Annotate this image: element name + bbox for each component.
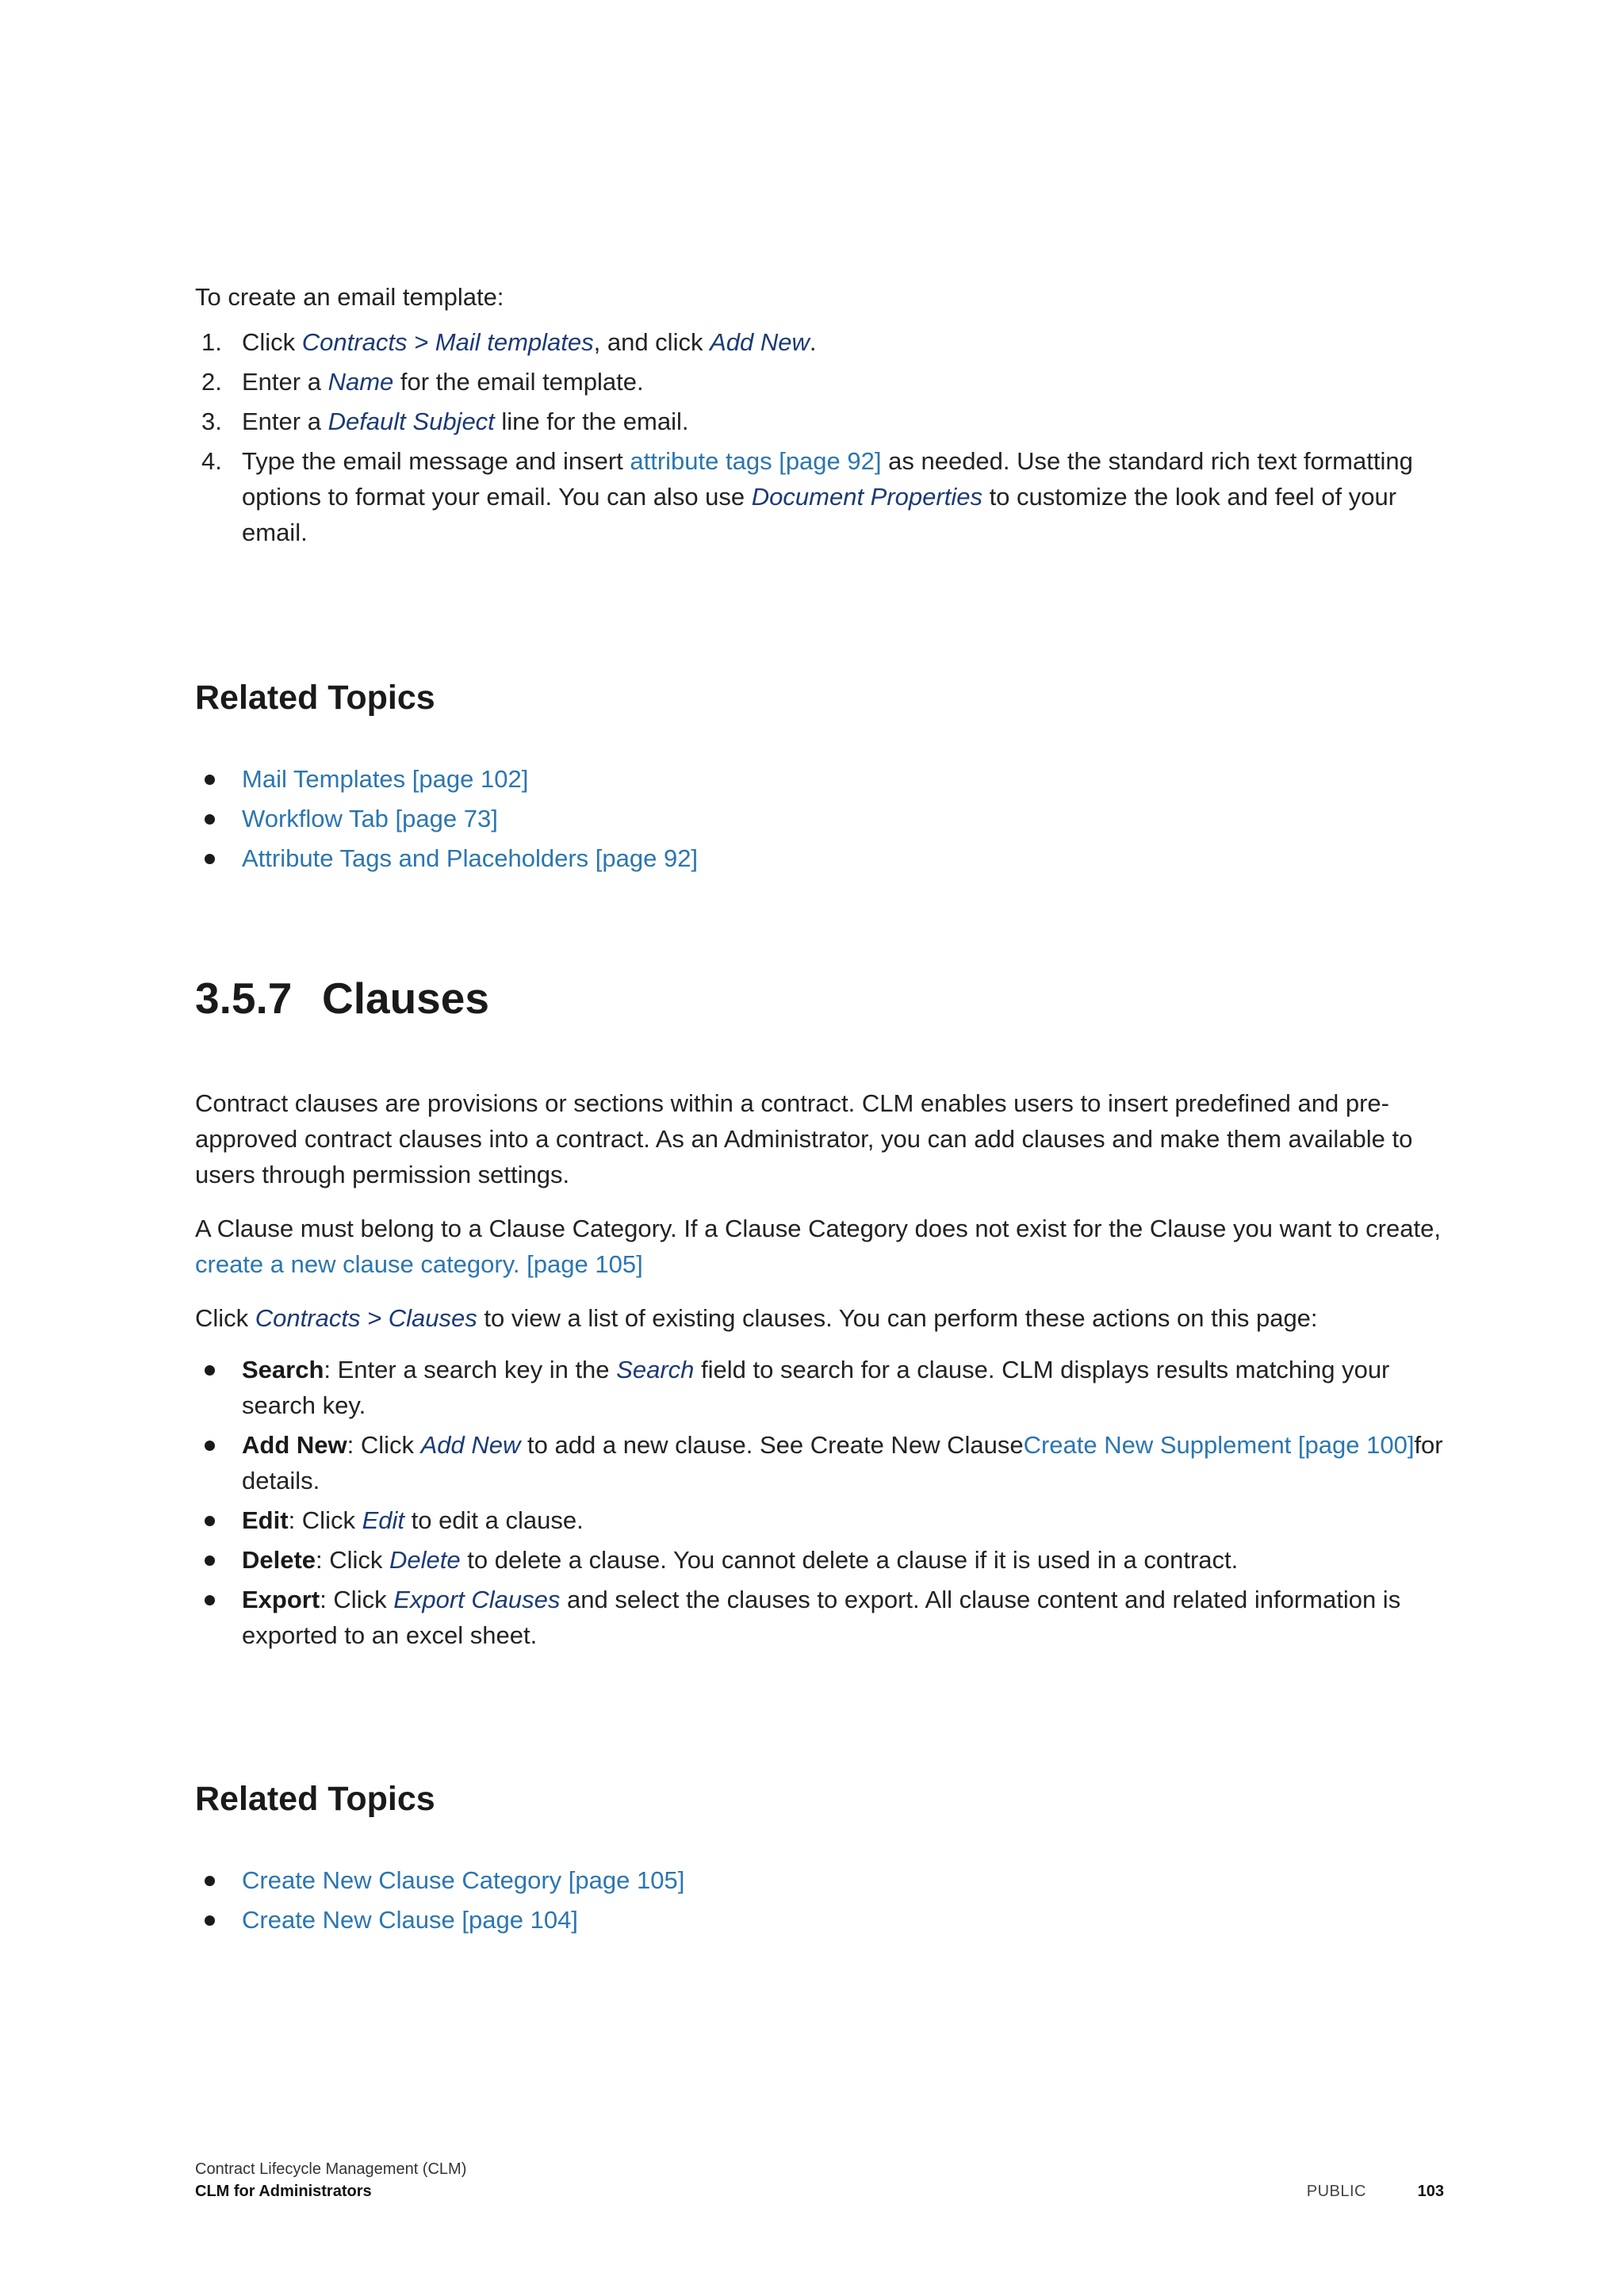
ui-ref-export-clauses: Export Clauses [393, 1586, 561, 1613]
list-item [195, 1542, 1444, 1578]
list-item [195, 1582, 1444, 1653]
action-label: Delete [242, 1546, 316, 1574]
step-number: 4. [201, 447, 222, 475]
link-attribute-tags-placeholders[interactable]: Attribute Tags and Placeholders [page 92] [242, 844, 699, 872]
action-label: Export [242, 1586, 320, 1613]
list-item [195, 1352, 1444, 1423]
step-number: 1. [201, 328, 222, 356]
section-heading [195, 973, 1444, 1024]
step-number: 2. [201, 368, 222, 396]
ui-ref-edit: Edit [362, 1506, 404, 1534]
related-topics-list [195, 761, 1444, 876]
list-item [195, 1902, 1444, 1938]
related-topics-heading: Related Topics [195, 679, 435, 717]
email-template-steps [195, 324, 1444, 550]
link-mail-templates[interactable]: Mail Templates [page 102] [242, 765, 529, 793]
step-text: . [809, 328, 817, 356]
related-topics-list [195, 1862, 1444, 1938]
paragraph-text: A Clause must belong to a Clause Category. If a Clause Category does not exist for the Clause you want to create, [195, 1215, 1441, 1242]
action-text: : Click [288, 1506, 362, 1534]
step-text: Click [242, 328, 302, 356]
step-3 [195, 404, 1444, 439]
step-text: Type the email message and insert [242, 447, 630, 475]
page-footer [195, 2158, 1444, 2206]
action-text: : Click [316, 1546, 390, 1574]
ui-ref-contracts-mail-templates: Contracts > Mail templates [301, 328, 594, 356]
action-text: for details. [242, 1431, 1443, 1494]
action-label: Edit [242, 1506, 289, 1534]
action-text: : Enter a search key in the [324, 1356, 617, 1383]
clause-actions-list [195, 1352, 1444, 1653]
step-4 [195, 443, 1444, 550]
action-text: field to search for a clause. CLM displays results matching your search key. [242, 1356, 1390, 1419]
action-label: Search [242, 1356, 324, 1383]
step-number: 3. [201, 408, 222, 435]
action-text: : Click [320, 1586, 394, 1613]
page-number: 103 [1417, 2183, 1444, 2200]
ui-ref-name: Name [327, 368, 394, 396]
link-attribute-tags[interactable]: attribute tags [page 92] [630, 447, 882, 475]
ui-ref-add-new: Add New [710, 328, 810, 356]
link-create-new-supplement[interactable]: Create New Supplement [page 100] [1023, 1431, 1415, 1459]
paragraph [195, 1300, 1444, 1336]
ui-ref-document-properties: Document Properties [751, 483, 982, 511]
list-item [195, 1427, 1444, 1498]
paragraph: Contract clauses are provisions or sections within a contract. CLM enables users to insert predefined and pre-approved contract clauses into a contract. As an Administrator, you can add clauses and make them available to users through permission settings. [195, 1089, 1413, 1188]
step-text: to customize the look and feel of your email. [242, 483, 1397, 546]
link-create-clause-category[interactable]: create a new clause category. [page 105] [195, 1250, 643, 1278]
ui-ref-default-subject: Default Subject [327, 408, 495, 435]
link-workflow-tab[interactable]: Workflow Tab [page 73] [242, 805, 498, 832]
action-text: and select the clauses to export. All clause content and related information is exported to an excel sheet. [242, 1586, 1401, 1649]
footer-doc-info [195, 2158, 466, 2202]
step-text: Enter a [242, 368, 328, 396]
section-title: Clauses [322, 974, 489, 1023]
paragraph-text: Click [195, 1304, 255, 1332]
paragraph-text: to view a list of existing clauses. You can perform these actions on this page: [477, 1304, 1318, 1332]
list-item [195, 840, 1444, 876]
step-2 [195, 364, 1444, 400]
action-text: : Click [347, 1431, 421, 1459]
list-item [195, 1862, 1444, 1898]
page-content [195, 279, 1444, 1942]
section-number: 3.5.7 [195, 974, 293, 1023]
intro-text: To create an email template: [195, 283, 504, 311]
related-topics-heading: Related Topics [195, 1780, 435, 1818]
footer-classification: PUBLIC [1306, 2183, 1366, 2200]
paragraph [195, 1211, 1444, 1282]
ui-ref-delete: Delete [389, 1546, 461, 1574]
step-text: for the email template. [393, 368, 644, 396]
step-text: line for the email. [494, 408, 689, 435]
footer-doc-title: Contract Lifecycle Management (CLM) [195, 2160, 467, 2178]
step-text: , and click [593, 328, 710, 356]
list-item [195, 801, 1444, 836]
list-item [195, 1502, 1444, 1538]
step-text: as needed. Use the standard rich text formatting options to format your email. You can also use [242, 447, 1413, 511]
ui-ref-contracts-clauses: Contracts > Clauses [255, 1304, 477, 1332]
action-text: to delete a clause. You cannot delete a clause if it is used in a contract. [460, 1546, 1239, 1574]
footer-guide-title: CLM for Administrators [195, 2183, 372, 2200]
list-item [195, 761, 1444, 797]
action-text: to add a new clause. See Create New Clause [520, 1431, 1024, 1459]
action-text: to edit a clause. [404, 1506, 584, 1534]
link-create-new-clause[interactable]: Create New Clause [page 104] [242, 1906, 578, 1934]
link-create-new-clause-category[interactable]: Create New Clause Category [page 105] [242, 1866, 685, 1894]
ui-ref-add-new: Add New [420, 1431, 521, 1459]
ui-ref-search: Search [616, 1356, 695, 1383]
action-label: Add New [242, 1431, 347, 1459]
step-1 [195, 324, 1444, 360]
step-text: Enter a [242, 408, 328, 435]
